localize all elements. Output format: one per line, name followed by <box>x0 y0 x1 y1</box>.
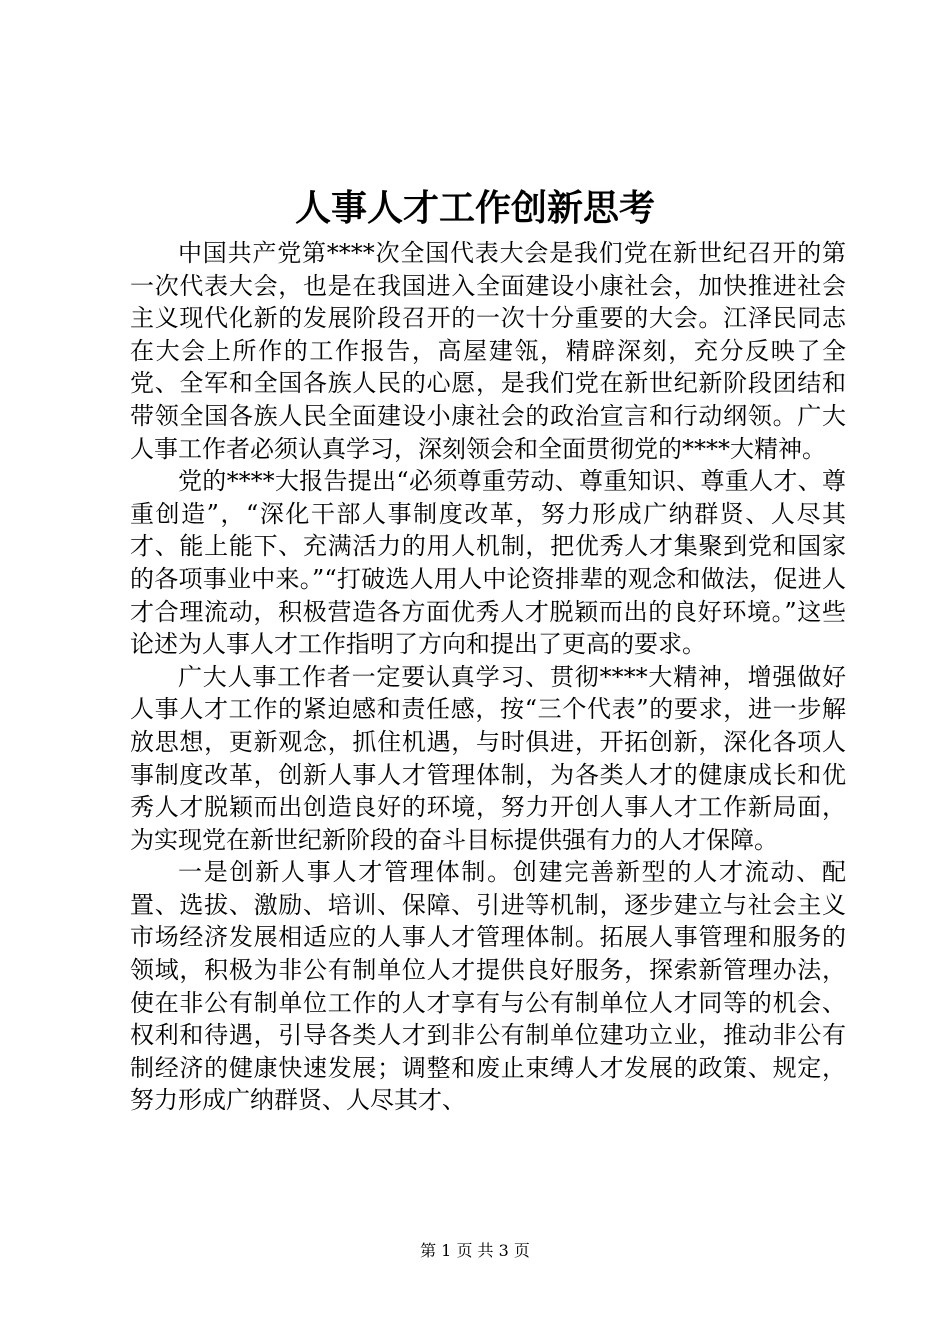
page-footer: 第 1 页 共 3 页 <box>420 1241 530 1260</box>
paragraph-1: 中国共产党第****次全国代表大会是我们党在新世纪召开的第一次代表大会，也是在我国进入全面建设小康社会，加快推进社会主义现代化新的发展阶段召开的一次十分重要的大会。江泽民同志在大会上所作的工作报告，高屋建瓴，精辟深刻，充分反映了全党、全军和全国各族人民的心愿，是我们党在新世纪新阶段团结和带领全国各族人民全面建设小康社会的政治宣言和行动纲领。广大人事工作者必须认真学习，深刻领会和全面贯彻党的****大精神。 <box>130 239 846 463</box>
document-title: 人事人才工作创新思考 <box>294 187 655 229</box>
paragraph-2: 党的****大报告提出“必须尊重劳动、尊重知识、尊重人才、尊重创造”，“深化干部人事制度改革，努力形成广纳群贤、人尽其才、能上能下、充满活力的用人机制，把优秀人才集聚到党和国家的各项事业中来。”“打破选人用人中论资排辈的观念和做法，促进人才合理流动，积极营造各方面优秀人才脱颖而出的良好环境。”这些论述为人事人才工作指明了方向和提出了更高的要求。 <box>130 467 846 659</box>
paragraph-4: 一是创新人事人才管理体制。创建完善新型的人才流动、配置、选拔、激励、培训、保障、引进等机制，逐步建立与社会主义市场经济发展相适应的人事人才管理体制。拓展人事管理和服务的领域，积极为非公有制单位人才提供良好服务，探索新管理办法，使在非公有制单位工作的人才享有与公有制单位人才同等的机会、权利和待遇，引导各类人才到非公有制单位建功立业，推动非公有制经济的健康快速发展；调整和废止束缚人才发展的政策、规定，努力形成广纳群贤、人尽其才、 <box>130 858 846 1115</box>
paragraph-3: 广大人事工作者一定要认真学习、贯彻****大精神，增强做好人事人才工作的紧迫感和责任感，按“三个代表”的要求，进一步解放思想，更新观念，抓住机遇，与时俱进，开拓创新，深化各项人事制度改革，创新人事人才管理体制，为各类人才的健康成长和优秀人才脱颖而出创造良好的环境，努力开创人事人才工作新局面，为实现党在新世纪新阶段的奋斗目标提供强有力的人才保障。 <box>130 662 846 854</box>
document-body <box>130 237 846 1117</box>
